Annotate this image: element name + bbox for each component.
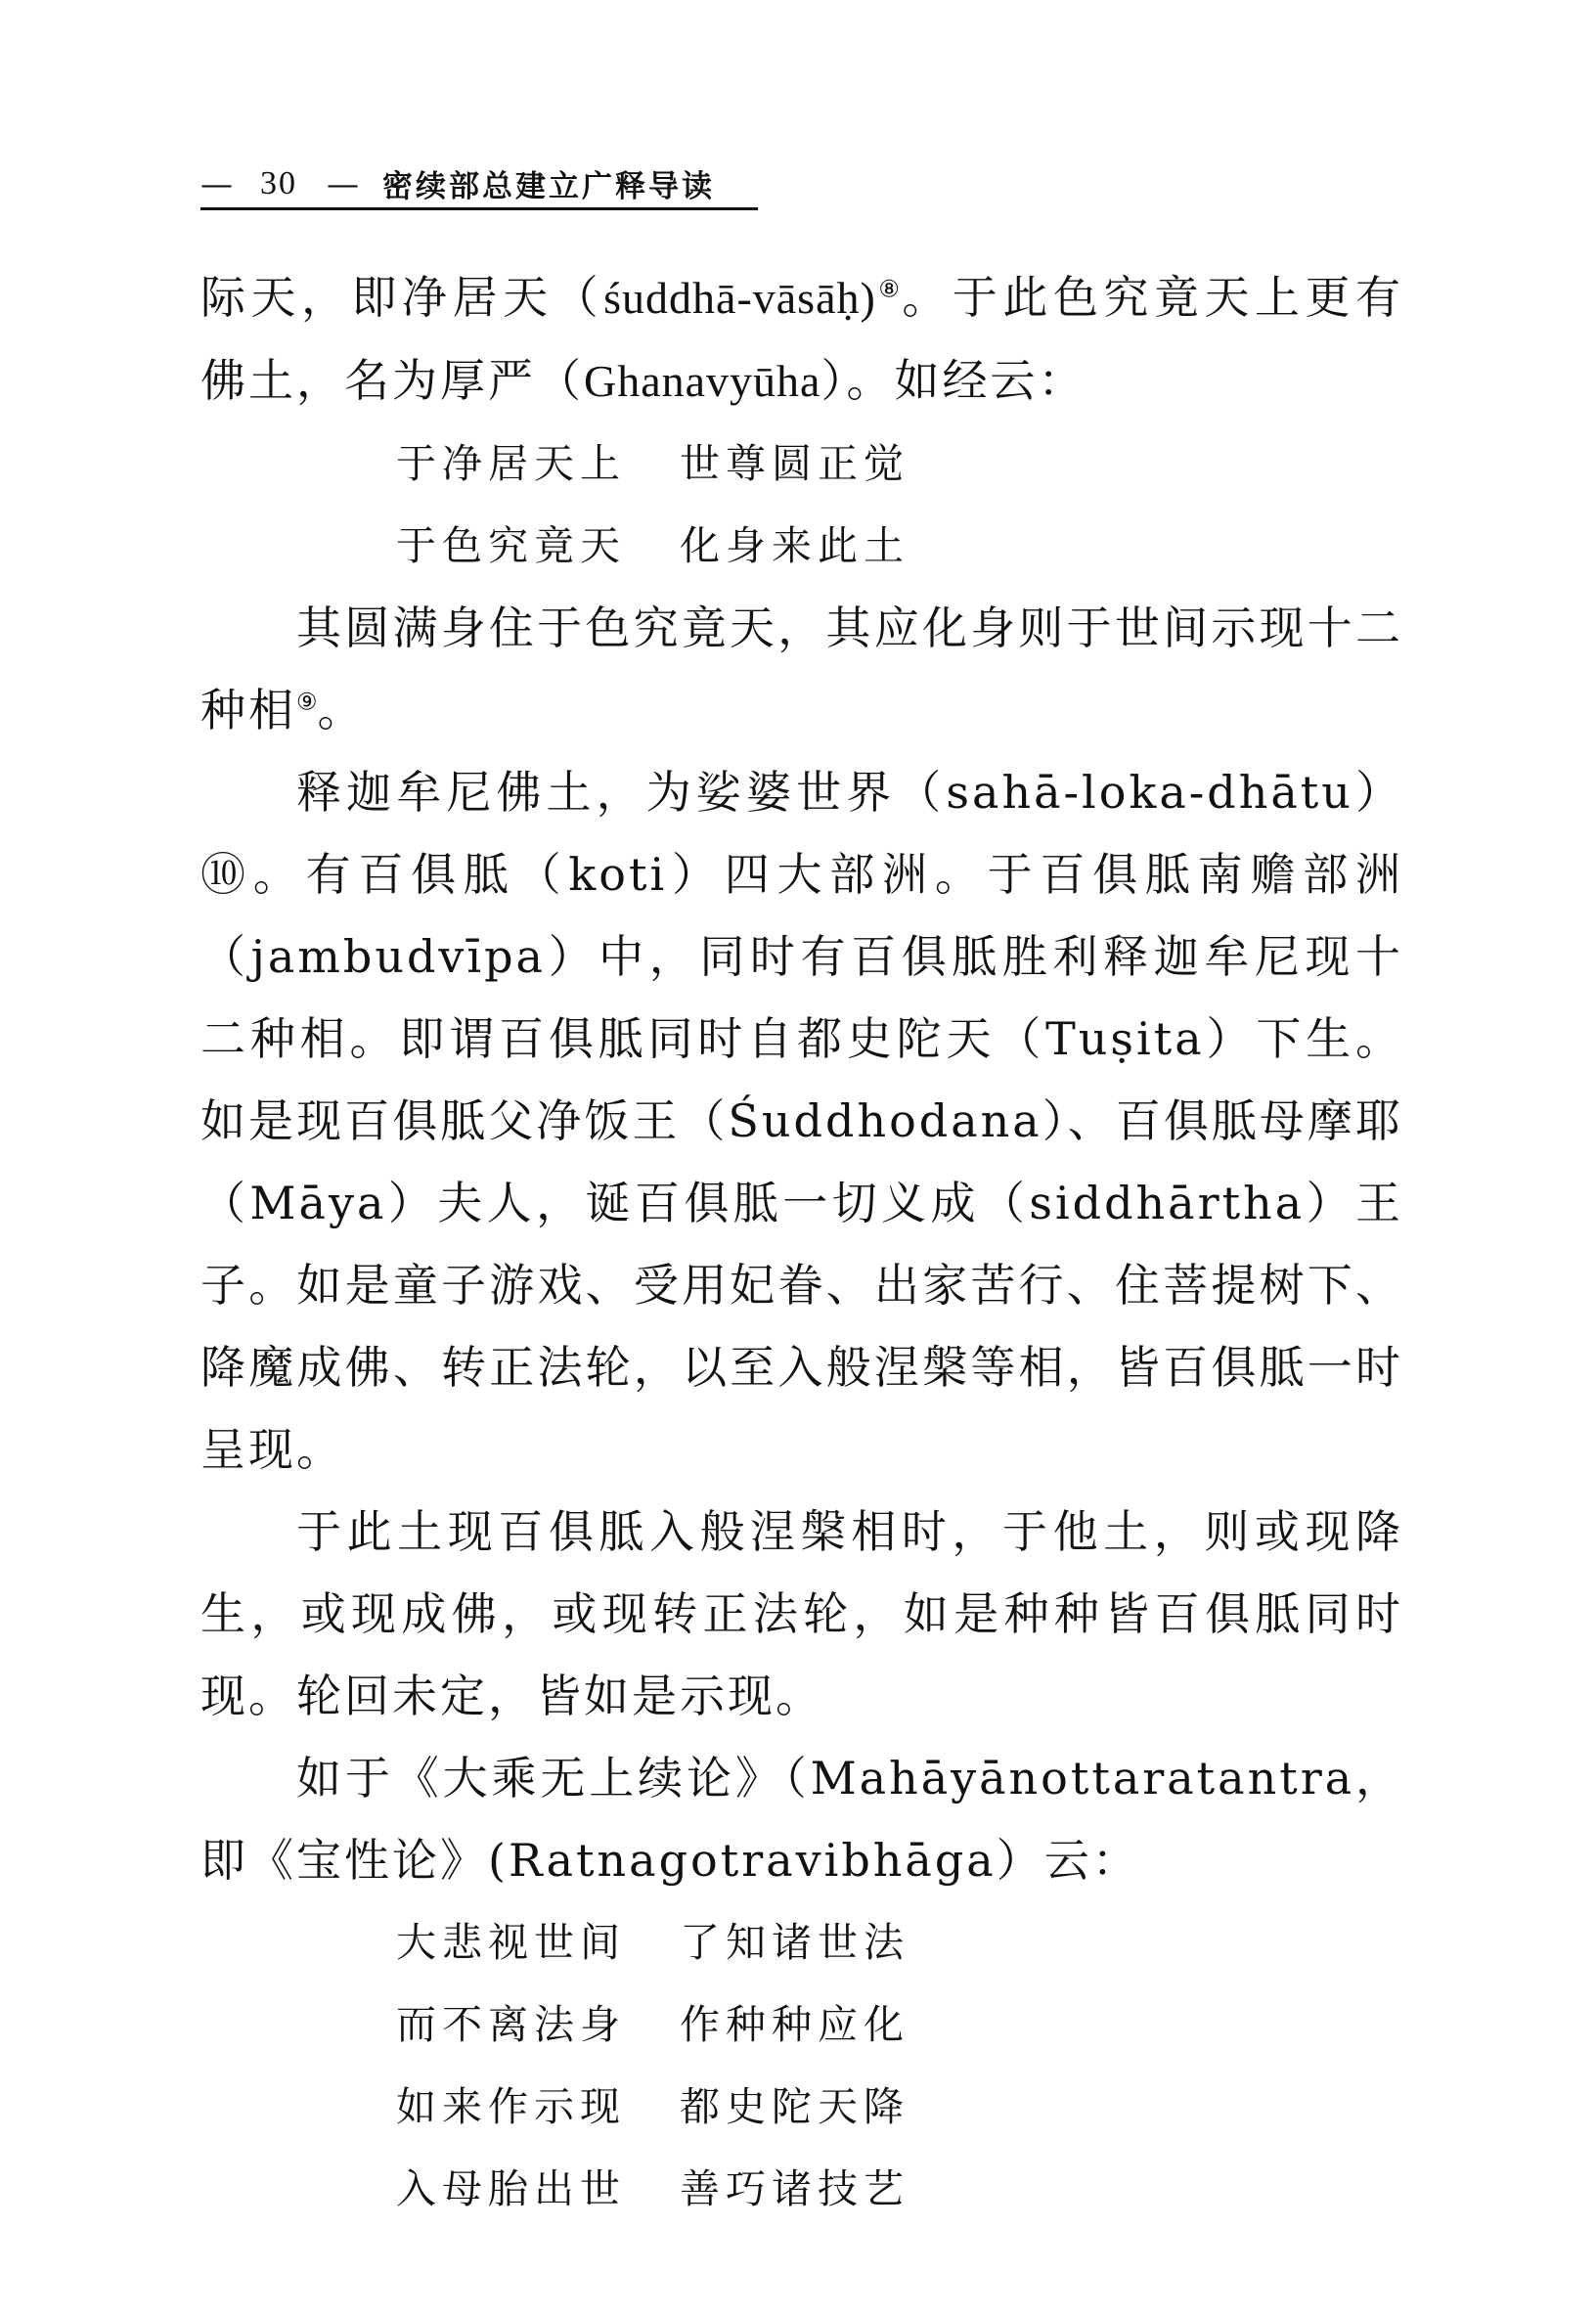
verse-line [200,2066,1403,2148]
paragraph-1-term-b: Ghanavyūha [584,356,821,406]
verse-line [200,423,1403,505]
verse-line [200,1901,1403,1983]
verse-line [200,2148,1403,2230]
footnote-mark-8: ⑧ [875,275,903,303]
verse-left: 入母胎出世 [396,2165,626,2212]
verse-block-1 [200,423,1403,587]
verse-left: 大悲视世间 [396,1919,626,1966]
verse-right: 都史陀天降 [680,2083,909,2130]
book-title: 密续部总建立广释导读 [382,169,715,204]
verse-left: 于色究竟天 [396,522,626,569]
verse-right: 世尊圆正觉 [680,440,909,487]
verse-line [200,1983,1403,2066]
header-dash-left: — [200,164,235,202]
footnote-mark-9: ⑨ [296,688,318,716]
paragraph-1-text-b: ) [860,273,876,323]
paragraph-2 [200,587,1403,751]
verse-block-2 [200,1901,1403,2230]
paragraph-1 [200,256,1403,423]
paragraph-4: 于此土现百俱胝入般涅槃相时，于他土，则或现降生，或现成佛，或现转正法轮，如是种种皆百俱胝同时现。轮回未定，皆如是示现。 [200,1505,1403,1722]
paragraph-3: 释迦牟尼佛土，为娑婆世界（sahā-loka-dhātu）⑩。有百俱胝（koti）四大部洲。于百俱胝南赡部洲（jambudvīpa）中，同时有百俱胝胜利释迦牟尼现十二种相。即谓百俱胝同时自都史陀天（Tuṣita）下生。如是现百俱胝父净饭王（Śuddhodana）、百俱胝母摩耶（Māya）夫人，诞百俱胝一切义成（siddhārtha）王子。如是童子游戏、受用妃眷、出家苦行、住菩提树下、降魔成佛、转正法轮，以至入般涅槃等相，皆百俱胝一时呈现。 [200,766,1403,1476]
verse-right: 了知诸世法 [680,1919,909,1966]
paragraph-2-text-a: 其圆满身住于色究竟天，其应化身则于世间示现十二种相 [200,602,1403,736]
verse-left: 如来作示现 [396,2083,626,2130]
paragraph-5: 如于《大乘无上续论》（Mahāyānottaratantra，即《宝性论》(Ratnagotravibhāga）云： [200,1752,1403,1887]
page-number: 30 [260,164,297,201]
page-body [200,256,1403,2230]
verse-right: 化身来此土 [680,522,909,569]
header-dash-right: — [327,164,361,202]
paragraph-1-text-d: ）。如经云： [820,354,1086,407]
verse-line [200,505,1403,587]
verse-left: 于净居天上 [396,440,626,487]
verse-right: 作种种应化 [680,2001,909,2048]
paragraph-1-text-a: 际天，即净居天（ [200,271,604,324]
verse-right: 善巧诸技艺 [680,2165,909,2212]
paragraph-2-text-b: 。 [317,684,366,736]
verse-left: 而不离法身 [396,2001,626,2048]
running-header [200,161,758,210]
paragraph-1-text-c: 。于此色究竟天上更有佛土，名为厚严（ [200,271,1404,407]
paragraph-1-term-a: śuddhā-vāsāḥ [603,273,861,323]
